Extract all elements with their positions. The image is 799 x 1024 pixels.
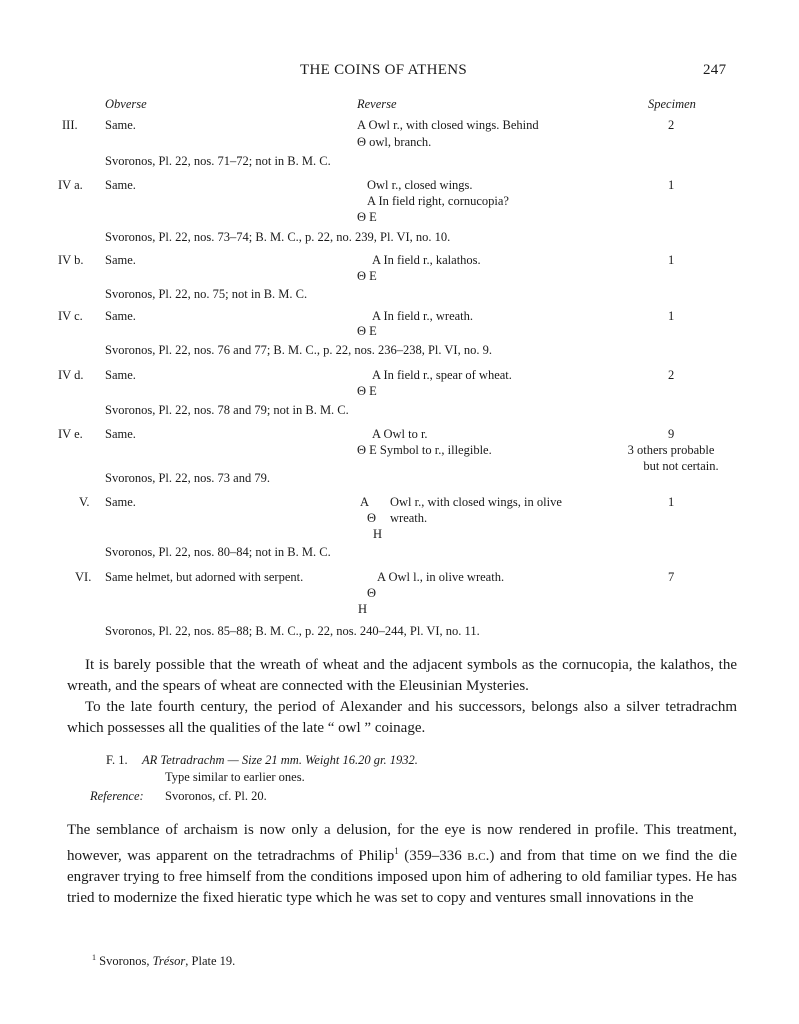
row-reference: Svoronos, Pl. 22, nos. 80–84; not in B. M. C. [105, 545, 331, 559]
row-reverse-line: A In field r., wreath. [372, 309, 474, 323]
coin-type: Type similar to earlier ones. [165, 770, 305, 784]
paragraph-part: The semblance of archaism is now only a delusion, for the eye is now rendered in profile. This treatment, however, was apparent on the tetradrachms of Philip [67, 822, 737, 864]
reverse-heading: Reverse [357, 97, 397, 111]
row-reverse-letter: A [360, 495, 370, 509]
row-obverse: Same. [105, 495, 136, 509]
row-reference: Svoronos, Pl. 22, no. 75; not in B. M. C. [105, 287, 308, 301]
row-specimen: 9 [668, 427, 675, 441]
row-number: IV a. [58, 178, 83, 192]
paragraph: To the late fourth century, the period of Alexander and his successors, belongs also a silver tetradrachm which possesses all the qualities of the late “ owl ” coinage. [67, 699, 737, 736]
row-number: IV d. [58, 368, 84, 382]
paragraph-part: ) and from that time on we find the die engraver trying to free himself from the conditions imposed upon him of adhering to old familiar types. He has tried to modernize the fixed hieratic type which he was set to copy and ventures small innovations in the [67, 848, 737, 906]
row-reverse-line: A Owl r., with closed wings. Behind [357, 118, 539, 132]
body-text-upper [67, 655, 737, 739]
row-specimen: 1 [668, 495, 675, 509]
coin-label: F. 1. [106, 753, 128, 767]
row-specimen: 1 [668, 253, 675, 267]
row-obverse: Same. [105, 253, 136, 267]
reference-value: Svoronos, cf. Pl. 20. [165, 789, 267, 803]
row-number: VI. [75, 570, 92, 584]
footnote-text: , Plate 19. [185, 954, 236, 969]
row-reverse-letter: Θ [367, 511, 377, 525]
footnote-reference: 1 [394, 846, 399, 856]
row-reverse-letter: H [358, 602, 368, 616]
row-reverse-line: Θ E Symbol to r., illegible. [357, 443, 492, 457]
row-reverse-line: A In field right, cornucopia? [367, 194, 509, 208]
row-reverse-line: A Owl l., in olive wreath. [377, 570, 505, 584]
running-title: THE COINS OF ATHENS [300, 62, 467, 78]
row-reverse-letter: H [373, 527, 383, 541]
row-reverse-line: Θ owl, branch. [357, 135, 432, 149]
row-reverse-line: Θ E [357, 324, 377, 338]
row-reverse-line: Θ E [357, 210, 377, 224]
paragraph-part: (359–336 [398, 848, 468, 864]
coin-description: AR Tetradrachm — Size 21 mm. Weight 16.20 gr. 1932. [142, 753, 418, 767]
era-abbrev: b.c. [467, 848, 490, 864]
row-obverse: Same. [105, 178, 136, 192]
row-obverse: Same. [105, 368, 136, 382]
specimen-heading: Specimen [648, 97, 696, 111]
row-number: IV b. [58, 253, 84, 267]
row-reverse-line: Θ E [357, 384, 377, 398]
row-reference: Svoronos, Pl. 22, nos. 85–88; B. M. C., p. 22, nos. 240–244, Pl. VI, no. 11. [105, 624, 480, 638]
row-specimen: 2 [668, 368, 675, 382]
row-reverse-line: A In field r., kalathos. [372, 253, 481, 267]
row-specimen: 1 [668, 309, 675, 323]
specimen-note: 3 others probable [627, 443, 715, 457]
row-obverse: Same. [105, 118, 136, 132]
row-obverse: Same. [105, 309, 136, 323]
specimen-note: but not certain. [643, 459, 719, 473]
row-number: V. [79, 495, 90, 509]
row-reverse-letter: Θ [367, 586, 377, 600]
row-reference: Svoronos, Pl. 22, nos. 71–72; not in B. M. C. [105, 154, 331, 168]
row-number: IV e. [58, 427, 83, 441]
footnote-title: Trésor [152, 954, 186, 969]
paragraph [67, 820, 737, 909]
row-number: IV c. [58, 309, 83, 323]
row-reverse-line: Owl r., closed wings. [367, 178, 473, 192]
footnote-text: Svoronos, [99, 954, 153, 969]
footnote [92, 950, 235, 969]
row-reverse-line: A In field r., spear of wheat. [372, 368, 512, 382]
body-text-lower [67, 820, 737, 909]
paragraph: It is barely possible that the wreath of wheat and the adjacent symbols as the cornucopia, the kalathos, the wreath, and the spears of wheat are connected with the Eleusinian Mysteries. [67, 657, 737, 694]
row-reference: Svoronos, Pl. 22, nos. 73 and 79. [105, 471, 270, 485]
page-number: 247 [703, 62, 727, 78]
reference-label: Reference: [90, 789, 144, 803]
row-reverse-line: wreath. [390, 511, 428, 525]
obverse-heading: Obverse [105, 97, 147, 111]
footnote-mark: 1 [92, 953, 96, 962]
row-reverse-line: Θ E [357, 269, 377, 283]
row-reverse-line: A Owl to r. [372, 427, 428, 441]
row-reference: Svoronos, Pl. 22, nos. 78 and 79; not in B. M. C. [105, 403, 349, 417]
row-specimen: 1 [668, 178, 675, 192]
row-reference: Svoronos, Pl. 22, nos. 76 and 77; B. M. C., p. 22, nos. 236–238, Pl. VI, no. 9. [105, 343, 492, 357]
row-specimen: 7 [668, 570, 675, 584]
row-reference: Svoronos, Pl. 22, nos. 73–74; B. M. C., p. 22, no. 239, Pl. VI, no. 10. [105, 230, 451, 244]
row-obverse: Same helmet, but adorned with serpent. [105, 570, 304, 584]
row-specimen: 2 [668, 118, 675, 132]
row-number: III. [62, 118, 78, 132]
row-reverse-line: Owl r., with closed wings, in olive [390, 495, 562, 509]
row-obverse: Same. [105, 427, 136, 441]
